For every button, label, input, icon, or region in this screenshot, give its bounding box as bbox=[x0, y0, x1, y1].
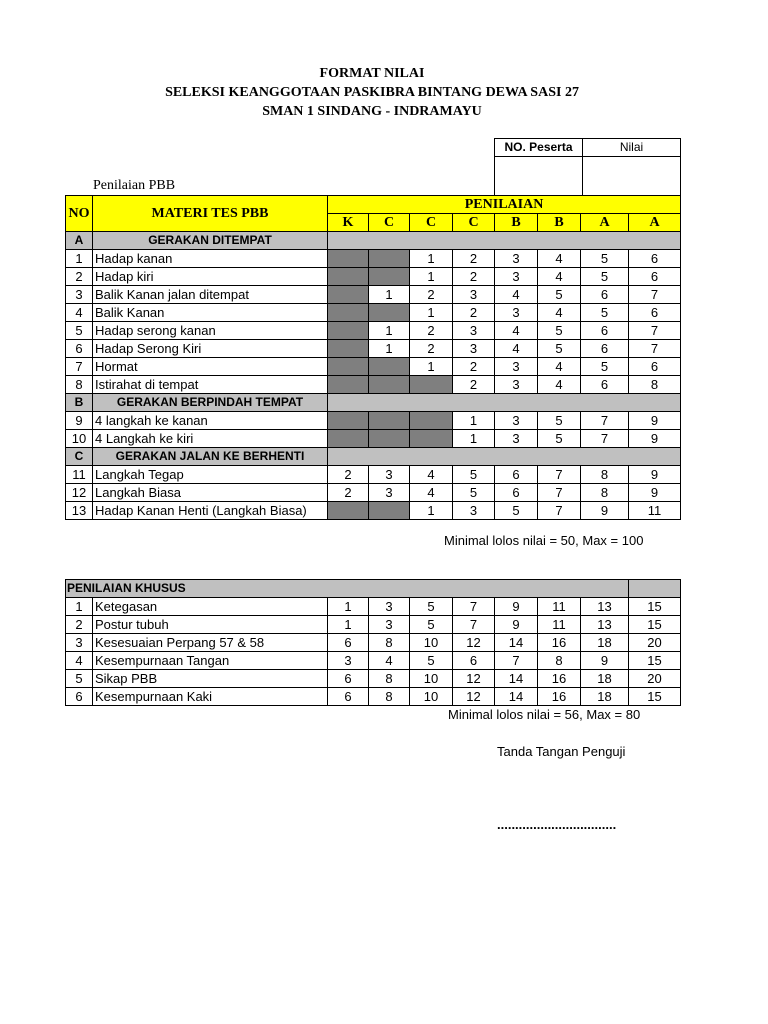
signature-line[interactable]: ................................. bbox=[497, 817, 617, 832]
score-cell[interactable]: 4 bbox=[538, 250, 581, 268]
score-cell-blocked bbox=[328, 502, 369, 520]
score-cell[interactable]: 12 bbox=[453, 688, 495, 706]
score-cell[interactable]: 7 bbox=[538, 466, 581, 484]
score-cell[interactable]: 2 bbox=[453, 358, 495, 376]
score-cell[interactable]: 7 bbox=[495, 652, 538, 670]
signature-label: Tanda Tangan Penguji bbox=[497, 744, 626, 759]
score-cell[interactable]: 7 bbox=[453, 598, 495, 616]
score-cell[interactable]: 7 bbox=[538, 502, 581, 520]
table-row bbox=[66, 670, 681, 688]
score-cell[interactable]: 7 bbox=[538, 484, 581, 502]
score-cell[interactable]: 5 bbox=[410, 616, 453, 634]
row-number: 4 bbox=[66, 304, 93, 322]
row-name: Hadap serong kanan bbox=[93, 322, 328, 340]
score-cell[interactable]: 5 bbox=[410, 652, 453, 670]
score-cell[interactable]: 6 bbox=[328, 688, 369, 706]
score-cell[interactable]: 6 bbox=[453, 652, 495, 670]
grade-header: A bbox=[629, 214, 681, 232]
pbb-table bbox=[65, 195, 681, 520]
score-cell[interactable]: 4 bbox=[495, 340, 538, 358]
score-cell[interactable]: 8 bbox=[369, 688, 410, 706]
score-cell-blocked bbox=[410, 376, 453, 394]
score-cell[interactable]: 6 bbox=[495, 484, 538, 502]
score-cell[interactable]: 3 bbox=[453, 322, 495, 340]
score-cell[interactable]: 1 bbox=[410, 502, 453, 520]
table-row bbox=[66, 502, 681, 520]
group-fill bbox=[328, 448, 681, 466]
score-cell[interactable]: 3 bbox=[369, 616, 410, 634]
score-cell[interactable]: 3 bbox=[495, 358, 538, 376]
group-fill bbox=[328, 232, 681, 250]
score-cell[interactable]: 5 bbox=[581, 250, 629, 268]
score-cell[interactable]: 18 bbox=[581, 688, 629, 706]
group-title: GERAKAN JALAN KE BERHENTI bbox=[93, 448, 328, 466]
khusus-title: PENILAIAN KHUSUS bbox=[66, 580, 629, 598]
row-name: Hadap kanan bbox=[93, 250, 328, 268]
row-name: Hadap Kanan Henti (Langkah Biasa) bbox=[93, 502, 328, 520]
group-header-row bbox=[66, 448, 681, 466]
score-cell[interactable]: 5 bbox=[495, 502, 538, 520]
score-cell-blocked bbox=[328, 376, 369, 394]
row-name: Langkah Biasa bbox=[93, 484, 328, 502]
score-cell[interactable]: 2 bbox=[453, 250, 495, 268]
score-cell[interactable]: 1 bbox=[453, 412, 495, 430]
score-cell[interactable]: 13 bbox=[581, 616, 629, 634]
row-name: Istirahat di tempat bbox=[93, 376, 328, 394]
score-cell[interactable]: 3 bbox=[369, 598, 410, 616]
score-cell[interactable]: 3 bbox=[328, 652, 369, 670]
no-peserta-label: NO. Peserta bbox=[495, 139, 583, 157]
score-cell[interactable]: 11 bbox=[538, 616, 581, 634]
score-cell[interactable]: 3 bbox=[369, 466, 410, 484]
score-cell-blocked bbox=[328, 286, 369, 304]
score-cell[interactable]: 6 bbox=[328, 670, 369, 688]
score-cell[interactable]: 5 bbox=[581, 304, 629, 322]
score-cell-blocked bbox=[369, 304, 410, 322]
score-cell-blocked bbox=[328, 340, 369, 358]
row-name: 4 langkah ke kanan bbox=[93, 412, 328, 430]
score-cell[interactable]: 8 bbox=[369, 670, 410, 688]
table-row bbox=[66, 412, 681, 430]
score-cell[interactable]: 4 bbox=[538, 376, 581, 394]
row-number: 8 bbox=[66, 376, 93, 394]
row-number: 12 bbox=[66, 484, 93, 502]
score-cell-blocked bbox=[410, 430, 453, 448]
score-cell[interactable]: 16 bbox=[538, 634, 581, 652]
score-cell[interactable]: 3 bbox=[453, 340, 495, 358]
row-name: Balik Kanan bbox=[93, 304, 328, 322]
group-header-row bbox=[66, 232, 681, 250]
row-name: Kesesuaian Perpang 57 & 58 bbox=[93, 634, 328, 652]
score-cell[interactable]: 9 bbox=[581, 652, 629, 670]
row-name: Kesempurnaan Kaki bbox=[93, 688, 328, 706]
score-cell[interactable]: 1 bbox=[369, 340, 410, 358]
score-cell[interactable]: 8 bbox=[538, 652, 581, 670]
score-cell[interactable]: 5 bbox=[581, 358, 629, 376]
score-cell[interactable]: 3 bbox=[453, 502, 495, 520]
score-cell[interactable]: 8 bbox=[581, 484, 629, 502]
score-cell[interactable]: 7 bbox=[629, 340, 681, 358]
row-number: 5 bbox=[66, 322, 93, 340]
group-letter: A bbox=[66, 232, 93, 250]
score-cell[interactable]: 1 bbox=[410, 250, 453, 268]
score-cell[interactable]: 2 bbox=[410, 286, 453, 304]
score-cell[interactable]: 3 bbox=[495, 412, 538, 430]
score-cell[interactable]: 6 bbox=[629, 358, 681, 376]
row-number: 4 bbox=[66, 652, 93, 670]
row-number: 3 bbox=[66, 286, 93, 304]
score-cell[interactable]: 5 bbox=[538, 430, 581, 448]
no-peserta-value[interactable] bbox=[495, 157, 583, 196]
row-number: 1 bbox=[66, 250, 93, 268]
score-cell[interactable]: 2 bbox=[410, 340, 453, 358]
group-letter: B bbox=[66, 394, 93, 412]
table-row bbox=[66, 616, 681, 634]
score-cell[interactable]: 3 bbox=[495, 430, 538, 448]
table-row bbox=[66, 652, 681, 670]
khusus-header-blank bbox=[629, 580, 681, 598]
row-number: 11 bbox=[66, 466, 93, 484]
score-cell-blocked bbox=[328, 250, 369, 268]
score-cell[interactable]: 10 bbox=[410, 670, 453, 688]
score-cell[interactable]: 18 bbox=[581, 670, 629, 688]
row-number: 7 bbox=[66, 358, 93, 376]
khusus-table bbox=[65, 579, 681, 706]
score-cell[interactable]: 9 bbox=[495, 598, 538, 616]
score-cell-blocked bbox=[369, 376, 410, 394]
score-cell[interactable]: 6 bbox=[581, 376, 629, 394]
score-cell[interactable]: 4 bbox=[369, 652, 410, 670]
grade-header: B bbox=[538, 214, 581, 232]
score-cell[interactable]: 6 bbox=[328, 634, 369, 652]
score-cell[interactable]: 5 bbox=[410, 598, 453, 616]
score-cell[interactable]: 7 bbox=[629, 286, 681, 304]
table-row bbox=[66, 598, 681, 616]
row-name: Langkah Tegap bbox=[93, 466, 328, 484]
row-name: Hormat bbox=[93, 358, 328, 376]
score-cell[interactable]: 13 bbox=[581, 598, 629, 616]
score-cell[interactable]: 2 bbox=[328, 466, 369, 484]
row-name: Hadap kiri bbox=[93, 268, 328, 286]
score-cell[interactable]: 4 bbox=[538, 304, 581, 322]
row-name: Sikap PBB bbox=[93, 670, 328, 688]
group-fill bbox=[328, 394, 681, 412]
grade-header: C bbox=[410, 214, 453, 232]
score-cell[interactable]: 3 bbox=[495, 304, 538, 322]
score-cell-blocked bbox=[369, 250, 410, 268]
table-row bbox=[66, 688, 681, 706]
score-cell[interactable]: 7 bbox=[453, 616, 495, 634]
grade-header: C bbox=[369, 214, 410, 232]
group-letter: C bbox=[66, 448, 93, 466]
score-cell[interactable]: 20 bbox=[629, 670, 681, 688]
score-cell[interactable]: 3 bbox=[453, 286, 495, 304]
group-header-row bbox=[66, 394, 681, 412]
score-cell[interactable]: 1 bbox=[410, 268, 453, 286]
score-cell[interactable]: 2 bbox=[410, 322, 453, 340]
score-cell[interactable]: 2 bbox=[453, 304, 495, 322]
score-cell[interactable]: 9 bbox=[581, 502, 629, 520]
score-cell[interactable]: 12 bbox=[453, 670, 495, 688]
score-cell[interactable]: 8 bbox=[369, 634, 410, 652]
table-row bbox=[66, 358, 681, 376]
row-number: 2 bbox=[66, 268, 93, 286]
group-title: GERAKAN BERPINDAH TEMPAT bbox=[93, 394, 328, 412]
row-number: 2 bbox=[66, 616, 93, 634]
score-cell[interactable]: 7 bbox=[581, 412, 629, 430]
row-number: 5 bbox=[66, 670, 93, 688]
score-cell[interactable]: 9 bbox=[629, 466, 681, 484]
table-row bbox=[66, 634, 681, 652]
score-cell[interactable]: 6 bbox=[581, 340, 629, 358]
score-cell-blocked bbox=[369, 502, 410, 520]
score-cell[interactable]: 15 bbox=[629, 652, 681, 670]
score-cell-blocked bbox=[410, 412, 453, 430]
score-cell[interactable]: 8 bbox=[581, 466, 629, 484]
score-cell[interactable]: 6 bbox=[581, 322, 629, 340]
row-name: Kesempurnaan Tangan bbox=[93, 652, 328, 670]
table-row bbox=[66, 484, 681, 502]
table-row bbox=[66, 268, 681, 286]
row-name: Postur tubuh bbox=[93, 616, 328, 634]
school-name: SMAN 1 SINDANG - INDRAMAYU bbox=[262, 104, 482, 119]
score-cell[interactable]: 1 bbox=[328, 598, 369, 616]
score-cell-blocked bbox=[328, 358, 369, 376]
row-number: 9 bbox=[66, 412, 93, 430]
score-cell[interactable]: 6 bbox=[629, 304, 681, 322]
score-cell-blocked bbox=[328, 304, 369, 322]
table-row bbox=[66, 340, 681, 358]
score-cell[interactable]: 5 bbox=[453, 466, 495, 484]
doc-subtitle: SELEKSI KEANGGOTAAN PASKIBRA BINTANG DEWA SASI 27 bbox=[165, 85, 579, 100]
score-cell[interactable]: 6 bbox=[629, 268, 681, 286]
score-cell[interactable]: 4 bbox=[410, 466, 453, 484]
score-cell-blocked bbox=[369, 358, 410, 376]
score-cell-blocked bbox=[369, 412, 410, 430]
score-cell[interactable]: 3 bbox=[369, 484, 410, 502]
score-cell-blocked bbox=[369, 268, 410, 286]
score-cell-blocked bbox=[369, 430, 410, 448]
row-name: Hadap Serong Kiri bbox=[93, 340, 328, 358]
table-row bbox=[66, 376, 681, 394]
col-materi-header: MATERI TES PBB bbox=[93, 196, 328, 232]
score-cell[interactable]: 5 bbox=[538, 340, 581, 358]
score-cell[interactable]: 5 bbox=[538, 322, 581, 340]
score-cell[interactable]: 6 bbox=[581, 286, 629, 304]
score-cell[interactable]: 3 bbox=[495, 250, 538, 268]
score-cell[interactable]: 3 bbox=[495, 268, 538, 286]
score-cell[interactable]: 10 bbox=[410, 634, 453, 652]
score-cell[interactable]: 2 bbox=[453, 268, 495, 286]
score-cell-blocked bbox=[328, 412, 369, 430]
score-cell-blocked bbox=[328, 268, 369, 286]
table-row bbox=[66, 430, 681, 448]
score-cell[interactable]: 8 bbox=[629, 376, 681, 394]
score-cell[interactable]: 6 bbox=[495, 466, 538, 484]
score-cell[interactable]: 16 bbox=[538, 670, 581, 688]
score-cell[interactable]: 3 bbox=[495, 376, 538, 394]
row-number: 10 bbox=[66, 430, 93, 448]
score-cell[interactable]: 12 bbox=[453, 634, 495, 652]
score-cell[interactable]: 5 bbox=[538, 412, 581, 430]
score-cell[interactable]: 1 bbox=[410, 304, 453, 322]
score-cell[interactable]: 6 bbox=[629, 250, 681, 268]
score-cell[interactable]: 14 bbox=[495, 688, 538, 706]
score-cell[interactable]: 7 bbox=[581, 430, 629, 448]
score-cell[interactable]: 16 bbox=[538, 688, 581, 706]
score-cell[interactable]: 9 bbox=[495, 616, 538, 634]
row-number: 1 bbox=[66, 598, 93, 616]
score-cell[interactable]: 9 bbox=[629, 412, 681, 430]
row-name: Ketegasan bbox=[93, 598, 328, 616]
grade-header: B bbox=[495, 214, 538, 232]
peserta-box bbox=[494, 138, 681, 196]
row-number: 6 bbox=[66, 688, 93, 706]
score-cell[interactable]: 14 bbox=[495, 634, 538, 652]
score-cell[interactable]: 20 bbox=[629, 634, 681, 652]
score-cell[interactable]: 4 bbox=[538, 358, 581, 376]
score-cell[interactable]: 5 bbox=[581, 268, 629, 286]
score-cell[interactable]: 10 bbox=[410, 688, 453, 706]
score-cell[interactable]: 2 bbox=[328, 484, 369, 502]
score-cell[interactable]: 5 bbox=[453, 484, 495, 502]
score-cell[interactable]: 4 bbox=[410, 484, 453, 502]
score-cell[interactable]: 18 bbox=[581, 634, 629, 652]
pbb-note: Minimal lolos nilai = 50, Max = 100 bbox=[444, 533, 644, 548]
nilai-label: Nilai bbox=[583, 139, 681, 157]
score-cell[interactable]: 1 bbox=[328, 616, 369, 634]
penilaian-pbb-label: Penilaian PBB bbox=[93, 178, 176, 193]
table-row bbox=[66, 286, 681, 304]
score-cell[interactable]: 1 bbox=[410, 358, 453, 376]
nilai-value[interactable] bbox=[583, 157, 681, 196]
row-number: 6 bbox=[66, 340, 93, 358]
group-title: GERAKAN DITEMPAT bbox=[93, 232, 328, 250]
row-name: 4 Langkah ke kiri bbox=[93, 430, 328, 448]
grade-header: A bbox=[581, 214, 629, 232]
score-cell[interactable]: 1 bbox=[453, 430, 495, 448]
score-cell[interactable]: 7 bbox=[629, 322, 681, 340]
score-cell[interactable]: 15 bbox=[629, 688, 681, 706]
score-cell[interactable]: 9 bbox=[629, 484, 681, 502]
score-cell[interactable]: 9 bbox=[629, 430, 681, 448]
score-cell[interactable]: 2 bbox=[453, 376, 495, 394]
score-cell[interactable]: 5 bbox=[538, 286, 581, 304]
row-name: Balik Kanan jalan ditempat bbox=[93, 286, 328, 304]
grade-header: K bbox=[328, 214, 369, 232]
col-penilaian-header: PENILAIAN bbox=[328, 196, 681, 214]
row-number: 3 bbox=[66, 634, 93, 652]
table-row bbox=[66, 466, 681, 484]
score-cell-blocked bbox=[328, 322, 369, 340]
doc-title: FORMAT NILAI bbox=[319, 66, 425, 81]
score-cell[interactable]: 4 bbox=[495, 322, 538, 340]
table-row bbox=[66, 322, 681, 340]
score-cell[interactable]: 1 bbox=[369, 286, 410, 304]
khusus-note: Minimal lolos nilai = 56, Max = 80 bbox=[448, 707, 641, 722]
score-cell[interactable]: 1 bbox=[369, 322, 410, 340]
score-cell[interactable]: 15 bbox=[629, 616, 681, 634]
row-number: 13 bbox=[66, 502, 93, 520]
score-cell[interactable]: 4 bbox=[495, 286, 538, 304]
table-row bbox=[66, 304, 681, 322]
score-cell[interactable]: 11 bbox=[629, 502, 681, 520]
score-cell[interactable]: 4 bbox=[538, 268, 581, 286]
grade-header: C bbox=[453, 214, 495, 232]
score-cell[interactable]: 14 bbox=[495, 670, 538, 688]
score-cell[interactable]: 15 bbox=[629, 598, 681, 616]
col-no-header: NO bbox=[66, 196, 93, 232]
table-row bbox=[66, 250, 681, 268]
score-cell[interactable]: 11 bbox=[538, 598, 581, 616]
score-cell-blocked bbox=[328, 430, 369, 448]
